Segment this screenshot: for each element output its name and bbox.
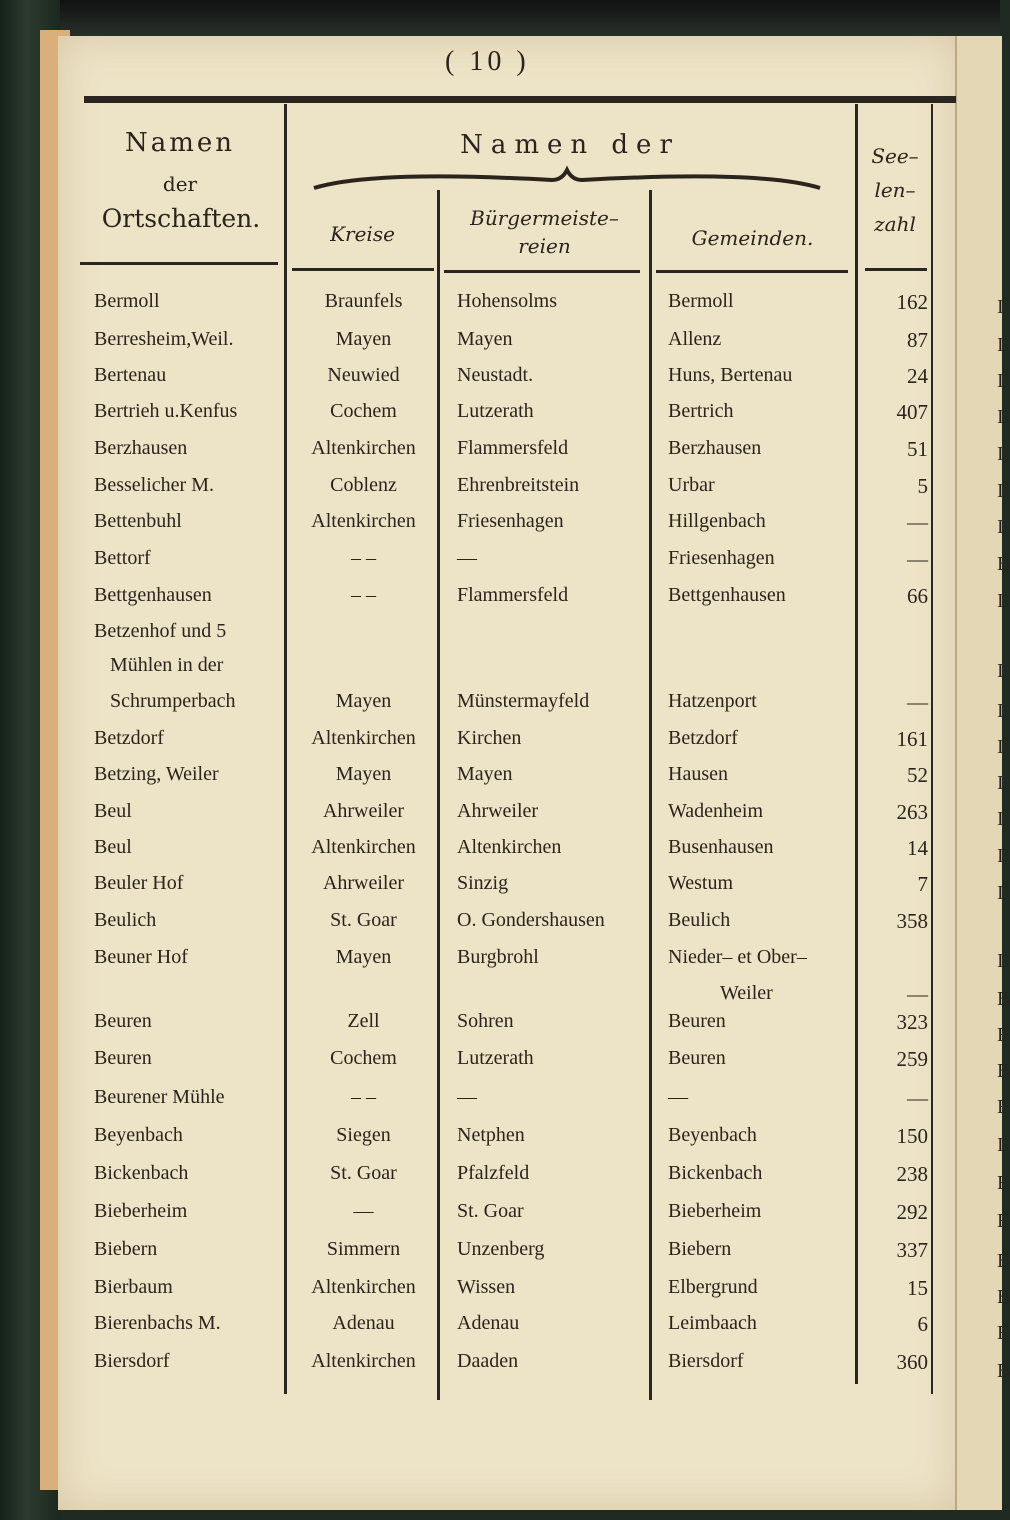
cell-kreis: St. Goar — [330, 1162, 397, 1184]
next-page-initial: I — [997, 950, 1004, 972]
cell-place: Berzhausen — [94, 437, 188, 459]
cell-kreis: Altenkirchen — [311, 727, 416, 749]
cell-gemeinde: Friesenhagen — [668, 547, 775, 569]
next-page-initial: E — [997, 1096, 1010, 1118]
next-page-initial: I — [997, 334, 1004, 356]
cell-seelenzahl: 337 — [896, 1238, 928, 1262]
cell-gemeinde: Hillgenbach — [668, 510, 766, 532]
cell-kreis: Mayen — [335, 328, 392, 350]
cell-seelenzahl: 259 — [896, 1047, 928, 1071]
cell-seelenzahl: 87 — [907, 328, 928, 352]
cell-place: Beulich — [94, 909, 157, 931]
next-page-initial: I — [997, 845, 1004, 867]
top-rule — [84, 96, 956, 103]
next-page-initial: I — [997, 590, 1004, 612]
cell-buergermeisterei: Adenau — [457, 1312, 520, 1334]
cell-buergermeisterei: St. Goar — [457, 1200, 524, 1222]
header-rule — [444, 270, 640, 273]
column-rule — [284, 104, 287, 1394]
cell-buergermeisterei: Hohensolms — [457, 290, 557, 312]
cell-kreis: – – — [351, 1086, 376, 1108]
cell-place: Beurener Mühle — [94, 1086, 225, 1108]
cell-place: Bettorf — [94, 547, 151, 569]
cell-seelenzahl: 238 — [896, 1162, 928, 1186]
next-page-initial: B — [997, 553, 1010, 575]
cell-place: Berresheim,Weil. — [94, 328, 234, 350]
header-seelen-line2: len– — [874, 178, 916, 202]
cell-place: Beuner Hof — [94, 946, 188, 968]
cell-kreis: Mayen — [335, 763, 392, 785]
cell-gemeinde: Beyenbach — [668, 1124, 757, 1146]
cell-gemeinde: Biersdorf — [668, 1350, 744, 1372]
cell-buergermeisterei: Ehrenbreitstein — [457, 474, 580, 496]
cell-gemeinde: Leimbaach — [668, 1312, 757, 1334]
next-page-initial: B — [997, 1250, 1010, 1272]
cell-seelenzahl: 150 — [896, 1124, 928, 1148]
cell-place: Bettenbuhl — [94, 510, 182, 532]
cell-gemeinde: Bieberheim — [668, 1200, 762, 1222]
cell-gemeinde: Nieder– et Ober– — [668, 946, 807, 968]
cell-gemeinde: Urbar — [668, 474, 715, 496]
cell-seelenzahl: — — [907, 690, 928, 714]
cell-buergermeisterei: Sinzig — [457, 872, 509, 894]
cell-gemeinde: Betzdorf — [668, 727, 738, 749]
cell-buergermeisterei: Altenkirchen — [457, 836, 562, 858]
next-page-initial: E — [997, 1210, 1010, 1232]
header-rule — [80, 262, 278, 265]
cell-kreis: Neuwied — [327, 364, 400, 386]
cell-seelenzahl: 161 — [896, 727, 928, 751]
header-rule — [865, 268, 927, 271]
cell-kreis: Altenkirchen — [311, 836, 416, 858]
next-page-initial: E — [997, 1024, 1010, 1046]
column-rule — [437, 190, 440, 1400]
cell-gemeinde: Busenhausen — [668, 836, 774, 858]
header-brace — [312, 168, 822, 192]
column-rule — [855, 104, 858, 1384]
next-page-initial: I — [997, 660, 1004, 682]
cell-seelenzahl: — — [907, 510, 928, 534]
book-cover-top — [0, 0, 1000, 40]
cell-seelenzahl: — — [907, 982, 928, 1006]
cell-place: Bertrieh u.Kenfus — [94, 400, 238, 422]
header-group-title: Namen der — [460, 130, 680, 160]
cell-place: Beul — [94, 836, 132, 858]
cell-seelenzahl: 15 — [907, 1276, 928, 1300]
cell-seelenzahl: — — [907, 547, 928, 571]
next-page-initial: B — [997, 1286, 1010, 1308]
column-rule — [931, 104, 933, 1394]
cell-place: Beuren — [94, 1010, 152, 1032]
cell-kreis: Altenkirchen — [311, 1276, 416, 1298]
cell-seelenzahl: 66 — [907, 584, 928, 608]
next-page-initial: E — [997, 1322, 1010, 1344]
cell-seelenzahl: 263 — [896, 800, 928, 824]
cell-seelenzahl: 7 — [917, 872, 928, 896]
cell-seelenzahl: 323 — [896, 1010, 928, 1034]
cell-buergermeisterei: — — [457, 1086, 477, 1108]
cell-place: Bermoll — [94, 290, 160, 312]
cell-gemeinde: Bertrich — [668, 400, 734, 422]
cell-kreis: Ahrweiler — [322, 800, 405, 822]
cell-buergermeisterei: Lutzerath — [457, 400, 534, 422]
cell-seelenzahl: — — [907, 1086, 928, 1110]
cell-buergermeisterei: Friesenhagen — [457, 510, 564, 532]
next-page-initial: B — [997, 1060, 1010, 1082]
next-page-initial: I — [997, 808, 1004, 830]
next-page-initial: I — [997, 443, 1004, 465]
cell-gemeinde: Bickenbach — [668, 1162, 763, 1184]
next-page-initial: I — [997, 882, 1004, 904]
cell-buergermeisterei: Mayen — [457, 328, 513, 350]
cell-buergermeisterei: Sohren — [457, 1010, 514, 1032]
cell-buergermeisterei: Kirchen — [457, 727, 522, 749]
next-page-strip — [955, 36, 1010, 1510]
cell-buergermeisterei: Burgbrohl — [457, 946, 539, 968]
header-place-line3: Ortschaften. — [101, 204, 261, 233]
cell-seelenzahl: 407 — [896, 400, 928, 424]
cell-gemeinde: Allenz — [668, 328, 722, 350]
header-gemeinden: Gemeinden. — [691, 226, 814, 250]
cell-seelenzahl: 6 — [917, 1312, 928, 1336]
cell-buergermeisterei: Daaden — [457, 1350, 519, 1372]
next-page-initial: I — [997, 370, 1004, 392]
cell-gemeinde: Hatzenport — [668, 690, 757, 712]
next-page-initial: I — [997, 296, 1004, 318]
cell-kreis: Altenkirchen — [311, 437, 416, 459]
cell-buergermeisterei: Flammersfeld — [457, 437, 569, 459]
cell-gemeinde: Weiler — [720, 982, 773, 1004]
cell-kreis: Mayen — [335, 690, 392, 712]
cell-kreis: St. Goar — [330, 909, 397, 931]
cell-buergermeisterei: Wissen — [457, 1276, 516, 1298]
cell-kreis: Mayen — [335, 946, 392, 968]
cell-place: Mühlen in der — [110, 654, 224, 676]
cell-place: Beuler Hof — [94, 872, 184, 894]
header-kreise: Kreise — [330, 222, 395, 246]
next-page-initial: I — [997, 480, 1004, 502]
cell-gemeinde: Huns, Bertenau — [668, 364, 793, 386]
cell-place: Betzenhof und 5 — [94, 620, 227, 642]
cell-gemeinde: Elbergrund — [668, 1276, 758, 1298]
cell-place: Schrumperbach — [110, 690, 236, 712]
cell-place: Biersdorf — [94, 1350, 170, 1372]
header-place-line2: der — [162, 172, 198, 196]
cell-place: Bertenau — [94, 364, 167, 386]
header-buerger-line2: reien — [518, 234, 571, 258]
cell-gemeinde: Beuren — [668, 1047, 726, 1069]
next-page-initial: I — [997, 516, 1004, 538]
column-rule — [649, 190, 652, 1400]
next-page-initial: I — [997, 772, 1004, 794]
cell-buergermeisterei: Pfalzfeld — [457, 1162, 530, 1184]
header-rule — [656, 270, 848, 273]
cell-kreis: Zell — [347, 1010, 380, 1032]
cell-place: Bickenbach — [94, 1162, 189, 1184]
cell-place: Bettgenhausen — [94, 584, 212, 606]
cell-kreis: Altenkirchen — [311, 510, 416, 532]
cell-gemeinde: Berzhausen — [668, 437, 762, 459]
cell-kreis: Altenkirchen — [311, 1350, 416, 1372]
header-buerger-line1: Bürgermeiste– — [470, 206, 619, 230]
cell-place: Betzing, Weiler — [94, 763, 219, 785]
header-seelen-line3: zahl — [874, 212, 916, 236]
cell-kreis: Cochem — [330, 400, 397, 422]
next-page-initial: I — [997, 736, 1004, 758]
cell-kreis: — — [353, 1200, 374, 1222]
cell-buergermeisterei: Flammersfeld — [457, 584, 569, 606]
page-number: ( 10 ) — [445, 46, 530, 77]
cell-buergermeisterei: — — [457, 547, 477, 569]
cell-buergermeisterei: Lutzerath — [457, 1047, 534, 1069]
cell-buergermeisterei: Netphen — [457, 1124, 525, 1146]
cell-place: Biebern — [94, 1238, 158, 1260]
next-page-initial: I — [997, 700, 1004, 722]
header-seelen-line1: See– — [871, 144, 919, 168]
cell-gemeinde: Westum — [668, 872, 734, 894]
next-page-initial: B — [997, 1360, 1010, 1382]
cell-place: Beyenbach — [94, 1124, 183, 1146]
cell-kreis: Braunfels — [324, 290, 403, 312]
cell-seelenzahl: 5 — [917, 474, 928, 498]
header-place-line1: Namen — [124, 128, 236, 158]
cell-gemeinde: — — [668, 1086, 688, 1108]
cell-place: Besselicher M. — [94, 474, 214, 496]
cell-seelenzahl: 14 — [907, 836, 928, 860]
cell-gemeinde: Bettgenhausen — [668, 584, 786, 606]
cell-seelenzahl: 52 — [907, 763, 928, 787]
cell-seelenzahl: 24 — [907, 364, 928, 388]
cell-kreis: Cochem — [330, 1047, 397, 1069]
cell-seelenzahl: 292 — [896, 1200, 928, 1224]
cell-kreis: Coblenz — [330, 474, 397, 496]
cell-kreis: Adenau — [332, 1312, 395, 1334]
cell-gemeinde: Beulich — [668, 909, 731, 931]
cell-kreis: Siegen — [336, 1124, 391, 1146]
cell-place: Bierenbachs M. — [94, 1312, 221, 1334]
cell-buergermeisterei: Ahrweiler — [457, 800, 539, 822]
cell-kreis: Ahrweiler — [322, 872, 405, 894]
cell-buergermeisterei: Münstermayfeld — [457, 690, 590, 712]
next-page-initial: I — [997, 1134, 1004, 1156]
cell-gemeinde: Hausen — [668, 763, 728, 785]
cell-buergermeisterei: Neustadt. — [457, 364, 534, 386]
cell-place: Betzdorf — [94, 727, 164, 749]
cell-buergermeisterei: Mayen — [457, 763, 513, 785]
cell-buergermeisterei: Unzenberg — [457, 1238, 545, 1260]
cell-seelenzahl: 360 — [896, 1350, 928, 1374]
cell-gemeinde: Bermoll — [668, 290, 734, 312]
cell-seelenzahl: 162 — [896, 290, 928, 314]
cell-seelenzahl: 358 — [896, 909, 928, 933]
cell-kreis: – – — [351, 547, 376, 569]
next-page-initial: I — [997, 406, 1004, 428]
cell-place: Bierbaum — [94, 1276, 173, 1298]
next-page-initial: E — [997, 1172, 1010, 1194]
cell-buergermeisterei: O. Gondershausen — [457, 909, 605, 931]
cell-gemeinde: Wadenheim — [668, 800, 764, 822]
header-rule — [292, 268, 434, 271]
cell-gemeinde: Biebern — [668, 1238, 732, 1260]
cell-gemeinde: Beuren — [668, 1010, 726, 1032]
cell-seelenzahl: 51 — [907, 437, 928, 461]
cell-place: Bieberheim — [94, 1200, 188, 1222]
cell-kreis: – – — [351, 584, 376, 606]
cell-place: Beuren — [94, 1047, 152, 1069]
cell-kreis: Simmern — [326, 1238, 401, 1260]
next-page-initial: B — [997, 988, 1010, 1010]
cell-place: Beul — [94, 800, 132, 822]
